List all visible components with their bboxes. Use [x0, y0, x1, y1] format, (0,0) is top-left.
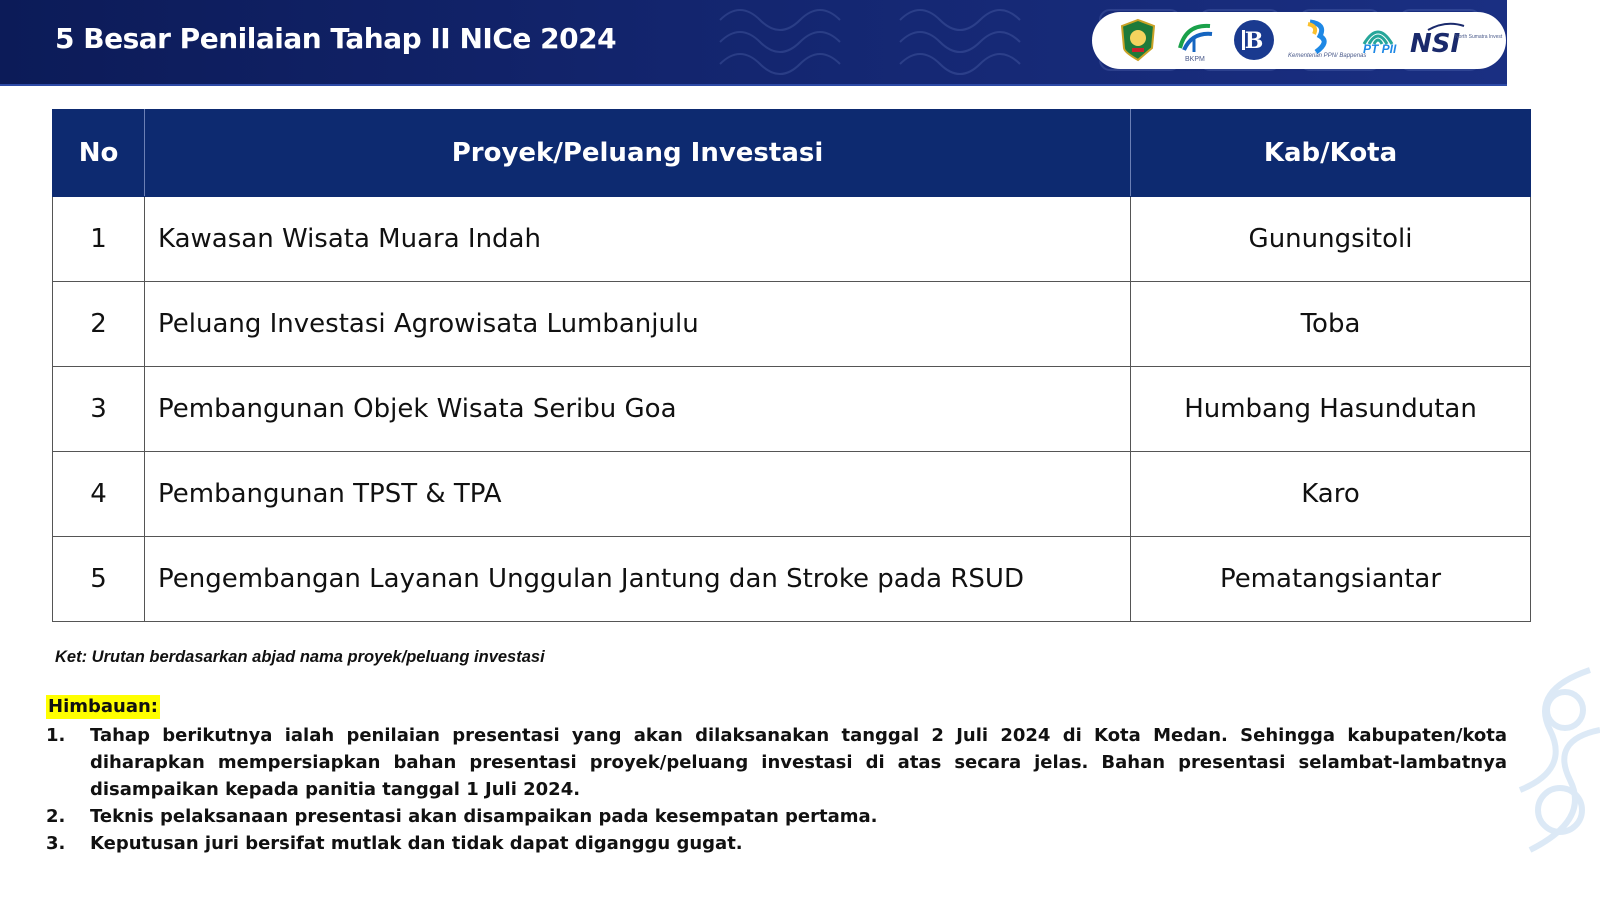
region-name: Humbang Hasundutan [1131, 367, 1531, 452]
table-row [53, 197, 1531, 282]
appeal-heading: Himbauan: [48, 696, 158, 717]
row-number: 5 [53, 537, 145, 622]
appeal-item [46, 803, 1507, 830]
appeal-item-number: 2. [46, 806, 66, 827]
row-number: 1 [53, 197, 145, 282]
column-header-region: Kab/Kota [1131, 110, 1531, 197]
project-name: Kawasan Wisata Muara Indah [145, 197, 1131, 282]
table-row [53, 452, 1531, 537]
row-number: 3 [53, 367, 145, 452]
row-number: 2 [53, 282, 145, 367]
appeal-item-text: Keputusan juri bersifat mutlak dan tidak dapat diganggu gugat. [90, 833, 743, 854]
top-five-table [52, 109, 1531, 622]
region-name: Toba [1131, 282, 1531, 367]
sumut-province-emblem-icon [1118, 18, 1158, 62]
nsi-logo-icon [1408, 18, 1468, 62]
region-name: Gunungsitoli [1131, 197, 1531, 282]
project-name: Pembangunan TPST & TPA [145, 452, 1131, 537]
svg-text:B: B [1244, 28, 1264, 54]
pt-pii-caption: PT PII [1363, 42, 1397, 56]
table-row [53, 282, 1531, 367]
table-row [53, 367, 1531, 452]
project-name: Pembangunan Objek Wisata Seribu Goa [145, 367, 1131, 452]
table-row [53, 537, 1531, 622]
column-header-project: Proyek/Peluang Investasi [145, 110, 1131, 197]
header-banner [0, 0, 1507, 86]
project-name: Peluang Investasi Agrowisata Lumbanjulu [145, 282, 1131, 367]
nsi-caption: North Sumatra Invest [1455, 34, 1503, 40]
svg-text:NSI: NSI [1410, 29, 1461, 59]
region-name: Pematangsiantar [1131, 537, 1531, 622]
row-number: 4 [53, 452, 145, 537]
project-name: Pengembangan Layanan Unggulan Jantung dan Stroke pada RSUD [145, 537, 1131, 622]
column-header-no: No [53, 110, 145, 197]
table-header-row [53, 110, 1531, 197]
appeal-item [46, 830, 1507, 857]
bank-indonesia-logo-icon [1232, 18, 1276, 62]
appeal-item [46, 722, 1507, 803]
region-name: Karo [1131, 452, 1531, 537]
appeal-item-text: Teknis pelaksanaan presentasi akan disampaikan pada kesempatan pertama. [90, 806, 878, 827]
wave-decoration [1470, 650, 1600, 900]
appeal-item-number: 3. [46, 833, 66, 854]
table-footnote: Ket: Urutan berdasarkan abjad nama proyek/peluang investasi [55, 648, 545, 666]
bkpm-caption: BKPM [1185, 56, 1205, 63]
appeal-item-text: Tahap berikutnya ialah penilaian presentasi yang akan dilaksanakan tanggal 2 Juli 2024 di Kota Medan. Sehingga kabupaten/kota diharapkan mempersiapkan bahan presentasi proyek/peluang investasi di atas secara jelas. Bahan presentasi selambat-lambatnya disampaikan kepada panitia tanggal 1 Juli 2024. [90, 725, 1507, 800]
appeal-item-number: 1. [46, 725, 66, 746]
page-title: 5 Besar Penilaian Tahap II NICe 2024 [55, 22, 617, 55]
appeal-list [46, 722, 1507, 857]
bappenas-caption: Kementerian PPN/ Bappenas [1288, 53, 1367, 59]
partner-logos-bar [1092, 12, 1506, 69]
